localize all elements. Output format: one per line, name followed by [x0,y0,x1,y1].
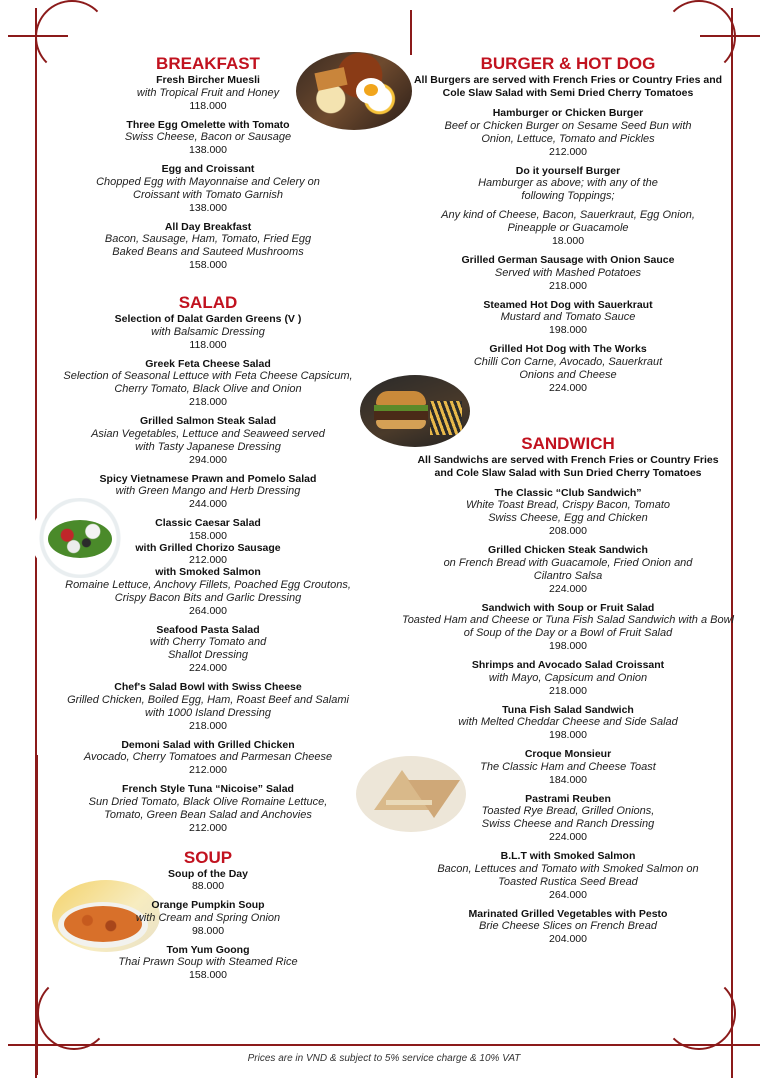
item-name: Selection of Dalat Garden Greens (V ) [114,313,302,325]
item-name: Spicy Vietnamese Prawn and Pomelo Salad [99,472,317,485]
item-price: 224.000 [189,662,227,674]
item-name: Steamed Hot Dog with Sauerkraut [483,298,653,311]
item-price: 264.000 [189,604,227,617]
item-name: Hamburger or Chicken Burger [492,107,644,119]
frame-bottom-right-arc [662,976,736,1050]
salad-title: SALAD [178,293,238,312]
item-price: 88.000 [191,880,225,892]
menu-item [408,487,728,538]
item-price: 138.000 [189,144,227,156]
menu-item [62,624,354,675]
item-desc: Swiss Cheese, Bacon or Sausage [124,131,292,143]
sandwich-title: SANDWICH [521,433,615,453]
item-price: 218.000 [189,396,227,408]
item-name: Demoni Salad with Grilled Chicken [121,738,295,751]
item-price: 18.000 [551,235,585,247]
menu-item [62,163,354,214]
item-price: 198.000 [549,324,587,336]
item-price: 218.000 [549,684,587,697]
item-name: Grilled German Sausage with Onion Sauce [461,254,675,266]
caesar-salad-item [62,517,354,617]
item-desc: with Cherry Tomato and Shallot Dressing [149,636,267,661]
menu-item [62,868,354,893]
menu-item [62,783,354,834]
menu-item [408,165,728,248]
menu-item [408,107,728,158]
item-name: Chef's Salad Bowl with Swiss Cheese [114,681,302,693]
item-desc: Hamburger as above; with any of the following Toppings; [478,177,658,202]
left-column [62,54,354,988]
item-desc: The Classic Ham and Cheese Toast [480,760,656,773]
menu-item [408,793,728,844]
item-desc: with Green Mango and Herb Dressing [115,485,301,497]
item-desc: with Melted Cheddar Cheese and Side Salad [458,716,678,728]
item-desc: Any kind of Cheese, Bacon, Sauerkraut, Egg Onion, Pineapple or Guacamole [441,209,695,234]
item-price: 198.000 [549,729,587,741]
item-price: 244.000 [189,498,227,510]
item-option: with Smoked Salmon [155,566,261,578]
item-name: Marinated Grilled Vegetables with Pesto [468,907,668,920]
item-desc: Sun Dried Tomato, Black Olive Romaine Lettuce, Tomato, Green Bean Salad and Anchovies [88,795,328,821]
sandwich-note: All Sandwichs are served with French Fries or Country Fries and Cole Slaw Salad with Sun Dried Cherry Tomatoes [417,453,719,479]
item-desc: with Cream and Spring Onion [135,911,281,924]
item-desc: Thai Prawn Soup with Steamed Rice [118,956,298,968]
soup-title: SOUP [183,847,233,867]
menu-item [408,850,728,901]
item-desc: Toasted Rye Bread, Grilled Onions, Swiss Cheese and Ranch Dressing [481,805,655,830]
item-price: 138.000 [189,201,227,214]
burger-note: All Burgers are served with French Fries or Country Fries and Cole Slaw Salad with Semi Dried Cherry Tomatoes [413,74,723,99]
item-name: Tuna Fish Salad Sandwich [502,703,634,716]
item-desc: Toasted Ham and Cheese or Tuna Fish Salad Sandwich with a Bowl of Soup of the Day or a Bowl of Fruit Salad [401,614,734,639]
item-desc: Avocado, Cherry Tomatoes and Parmesan Cheese [83,751,333,763]
item-name: All Day Breakfast [164,220,252,233]
menu-item [408,343,728,394]
item-name: Pastrami Reuben [525,792,611,805]
item-desc: Chopped Egg with Mayonnaise and Celery on Croissant with Tomato Garnish [96,175,320,201]
item-name: Croque Monsieur [524,748,612,760]
item-name: Grilled Salmon Steak Salad [140,415,276,427]
item-desc: Brie Cheese Slices on French Bread [479,920,657,932]
item-desc: Grilled Chicken, Boiled Egg, Ham, Roast Beef and Salami with 1000 Island Dressing [67,693,349,719]
item-price: 212.000 [189,554,227,566]
menu-item [62,415,354,466]
item-desc: White Toast Bread, Crispy Bacon, Tomato Swiss Cheese, Egg and Chicken [465,499,670,524]
item-name: Sandwich with Soup or Fruit Salad [481,601,655,614]
item-name: Grilled Chicken Steak Sandwich [488,544,648,556]
menu-item [62,74,354,112]
breakfast-title: BREAKFAST [156,54,260,73]
item-price: 212.000 [189,821,227,834]
item-price: 224.000 [549,381,587,394]
item-desc: with Tropical Fruit and Honey [136,86,280,99]
item-desc: Beef or Chicken Burger on Sesame Seed Bun with Onion, Lettuce, Tomato and Pickles [444,119,692,145]
item-price: 264.000 [549,888,587,901]
menu-item [62,899,354,937]
item-desc: Romaine Lettuce, Anchovy Fillets, Poached Egg Croutons, Crispy Bacon Bits and Garlic Dressing [65,578,351,604]
menu-item [408,908,728,946]
item-option: with Grilled Chorizo Sausage [135,541,281,554]
item-name: B.L.T with Smoked Salmon [500,850,636,862]
item-desc: Asian Vegetables, Lettuce and Seaweed served with Tasty Japanese Dressing [91,427,325,453]
menu-item [62,313,354,351]
menu-item [408,704,728,742]
item-price: 118.000 [189,99,227,112]
item-price: 294.000 [189,453,227,466]
item-price: 158.000 [189,969,227,981]
item-price: 158.000 [189,259,227,271]
item-price: 158.000 [189,529,227,542]
item-price: 218.000 [189,719,227,732]
item-price: 212.000 [549,145,587,158]
item-desc: Bacon, Lettuces and Tomato with Smoked Salmon on Toasted Rustica Seed Bread [437,862,699,888]
item-name: Classic Caesar Salad [155,517,261,529]
item-name: The Classic “Club Sandwich” [494,486,642,499]
item-name: Fresh Bircher Muesli [156,74,260,86]
menu-item [62,358,354,409]
item-price: 212.000 [189,764,227,776]
right-column [401,54,734,952]
item-desc: Selection of Seasonal Lettuce with Feta Cheese Capsicum, Cherry Tomato, Black Olive and Onion [63,370,353,395]
item-desc: with Mayo, Capsicum and Onion [488,671,648,684]
frame-right-line [731,8,733,1078]
item-desc: Mustard and Tomato Sauce [500,311,636,323]
item-desc: Served with Mashed Potatoes [494,266,642,279]
menu-item [408,299,728,337]
item-name: Orange Pumpkin Soup [151,899,265,911]
menu-item [62,681,354,732]
item-price: 218.000 [549,279,587,292]
menu-item [408,748,728,786]
item-name: Seafood Pasta Salad [156,623,260,636]
menu-item [62,473,354,511]
item-name: Grilled Hot Dog with The Works [489,343,647,355]
item-desc: on French Bread with Guacamole, Fried Onion and Cilantro Salsa [443,556,693,582]
item-name: Greek Feta Cheese Salad [145,357,271,370]
item-name: French Style Tuna “Nicoise” Salad [122,783,294,795]
item-price: 224.000 [549,582,587,595]
item-price: 184.000 [549,773,587,786]
menu-item [62,221,354,272]
item-name: Egg and Croissant [161,163,255,175]
frame-left-mid-line [36,755,38,1075]
item-name: Do it yourself Burger [515,164,621,177]
item-name: Tom Yum Goong [166,943,250,956]
item-name: Soup of the Day [168,867,248,880]
frame-bottom-line [8,1044,760,1046]
item-desc: with Balsamic Dressing [151,325,265,338]
item-price: 118.000 [189,338,227,351]
menu-item [408,254,728,292]
menu-item [62,944,354,982]
item-price: 224.000 [549,831,587,843]
burger-title: BURGER & HOT DOG [480,54,656,73]
menu-item [408,659,728,697]
item-price: 204.000 [549,933,587,945]
item-desc: Chilli Con Carne, Avocado, Sauerkraut Onions and Cheese [473,355,663,381]
item-price: 198.000 [549,640,587,652]
item-price: 98.000 [191,924,225,937]
menu-item [62,739,354,777]
frame-center-top-line [410,10,412,55]
item-desc: Bacon, Sausage, Ham, Tomato, Fried Egg Baked Beans and Sauteed Mushrooms [104,233,312,258]
item-name: Shrimps and Avocado Salad Croissant [471,659,665,671]
price-footnote: Prices are in VND & subject to 5% service charge & 10% VAT [247,1053,521,1064]
item-name: Three Egg Omelette with Tomato [126,118,290,131]
menu-item [401,601,734,653]
menu-item [408,544,728,595]
item-price: 208.000 [549,525,587,537]
menu-item [62,119,354,157]
